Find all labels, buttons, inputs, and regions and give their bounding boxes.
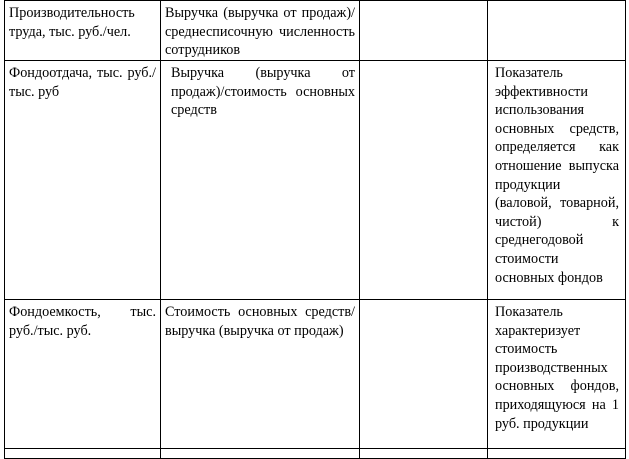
table-row <box>5 300 626 449</box>
formula-cell: Стоимость основных средств/выручка (выручка от продаж) <box>161 300 360 449</box>
indicator-cell: Фондоотдача, тыс. руб./тыс. руб <box>5 61 161 300</box>
formula-cell <box>161 449 360 459</box>
table-row <box>5 449 626 459</box>
indicator-cell <box>5 449 161 459</box>
value-cell <box>360 449 488 459</box>
formula-cell: Выручка (выручка от продаж)/среднесписочную численность сотрудников <box>161 1 360 61</box>
description-cell: Показатель эффективности использования основных средств, определяется как отношение выпуска продукции (валовой, товарной, чистой) к среднегодовой стоимости основных фондов <box>488 61 626 300</box>
description-cell <box>488 449 626 459</box>
table-row <box>5 61 626 300</box>
value-cell <box>360 61 488 300</box>
value-cell <box>360 1 488 61</box>
indicator-cell: Фондоемкость, тыс. руб./тыс. руб. <box>5 300 161 449</box>
description-cell: Показатель характеризует стоимость производственных основных фондов, приходящуюся на 1 руб. продукции <box>488 300 626 449</box>
formula-cell: Выручка (выручка от продаж)/стоимость основных средств <box>161 61 360 300</box>
value-cell <box>360 300 488 449</box>
description-cell <box>488 1 626 61</box>
indicator-cell: Производительность труда, тыс. руб./чел. <box>5 1 161 61</box>
table-row <box>5 1 626 61</box>
indicators-table <box>4 0 626 459</box>
